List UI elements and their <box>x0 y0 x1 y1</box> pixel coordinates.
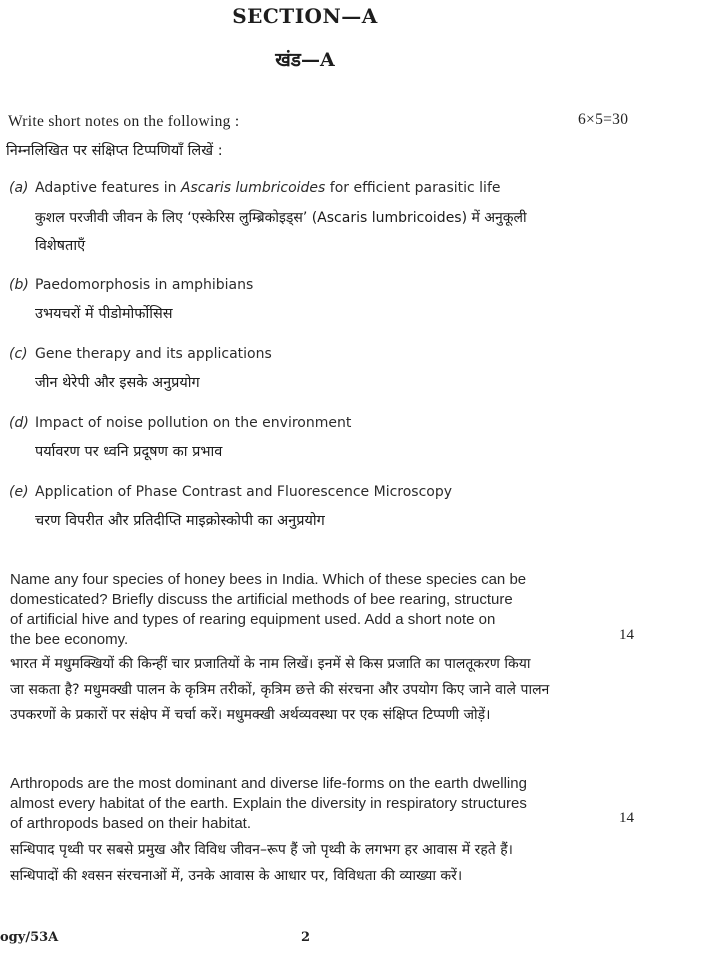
section-title-en: SECTION—A <box>232 4 378 28</box>
paper-code: ogy/53A <box>0 930 59 945</box>
q1-item-e-hi: चरण विपरीत और प्रतिदीप्ति माइक्रोस्कोपी का अनुप्रयोग <box>35 513 325 529</box>
item-label: (d) <box>9 415 29 431</box>
item-label: (b) <box>9 277 29 293</box>
q2-question-en: Name any four species of honey bees in India. Which of these species can be domesticated? Briefly discuss the artificial methods of bee rearing, structure of artificial hive and types of rearing equipment used. Add a short note on the bee economy. <box>10 571 527 648</box>
q1-item-b-hi: उभयचरों में पीडोमोर्फोसिस <box>35 306 173 322</box>
q1-item-e-en: (e) Application of Phase Contrast and Fluorescence Microscopy <box>9 484 453 500</box>
item-label: (e) <box>9 484 29 500</box>
q1-item-a-hi-line1: कुशल परजीवी जीवन के लिए ‘एस्केरिस लुम्ब्रिकोइड्स’ (Ascaris lumbricoides) में अनुकूली <box>35 210 527 226</box>
q1-item-a-en: (a) Adaptive features in Ascaris lumbricoides for efficient parasitic life <box>9 180 501 196</box>
page-number: 2 <box>301 930 311 945</box>
q3-marks: 14 <box>619 810 634 826</box>
q2-marks: 14 <box>619 627 634 643</box>
section-title-hi: खंड—A <box>275 49 335 71</box>
item-label: (c) <box>9 346 28 362</box>
species-name: Ascaris lumbricoides <box>180 180 326 196</box>
q1-instruction-hi: निम्नलिखित पर संक्षिप्त टिप्पणियाँ लिखें : <box>6 143 223 159</box>
q1-item-a-hi-line2: विशेषताएँ <box>35 238 86 254</box>
q3-question-hi: सन्धिपाद पृथ्वी पर सबसे प्रमुख और विविध जीवन–रूप हैं जो पृथ्वी के लगभग हर आवास में रहते हैं। सन्धिपादों की श्वसन संरचनाओं में, उनके आवास के आधार पर, विविधता की व्याख्या करें। <box>10 842 513 884</box>
q1-marks: 6×5=30 <box>578 111 629 128</box>
q1-item-c-hi: जीन थेरेपी और इसके अनुप्रयोग <box>35 375 200 391</box>
q3-question-en: Arthropods are the most dominant and diverse life-forms on the earth dwelling almost every habitat of the earth. Explain the diversity in respiratory structures of arthropods based on their habitat. <box>10 775 527 832</box>
q2-question-hi: भारत में मधुमक्खियों की किन्हीं चार प्रजातियों के नाम लिखें। इनमें से किस प्रजाति का पालतूकरण किया जा सकता है? मधुमक्खी पालन के कृत्रिम तरीकों, कृत्रिम छत्ते की संरचना और उपयोग किए जाने वाले पालन उपकरणों के प्रकारों पर संक्षेप में चर्चा करें। मधुमक्खी अर्थव्यवस्था पर एक संक्षिप्त टिप्पणी जोड़ें। <box>10 656 550 723</box>
q1-item-c-en: (c) Gene therapy and its applications <box>9 346 272 362</box>
q1-item-d-en: (d) Impact of noise pollution on the environment <box>9 415 352 431</box>
q1-item-d-hi: पर्यावरण पर ध्वनि प्रदूषण का प्रभाव <box>35 444 223 460</box>
item-label: (a) <box>9 180 29 196</box>
q1-instruction-en: Write short notes on the following : <box>8 113 240 130</box>
q1-item-b-en: (b) Paedomorphosis in amphibians <box>9 277 254 293</box>
